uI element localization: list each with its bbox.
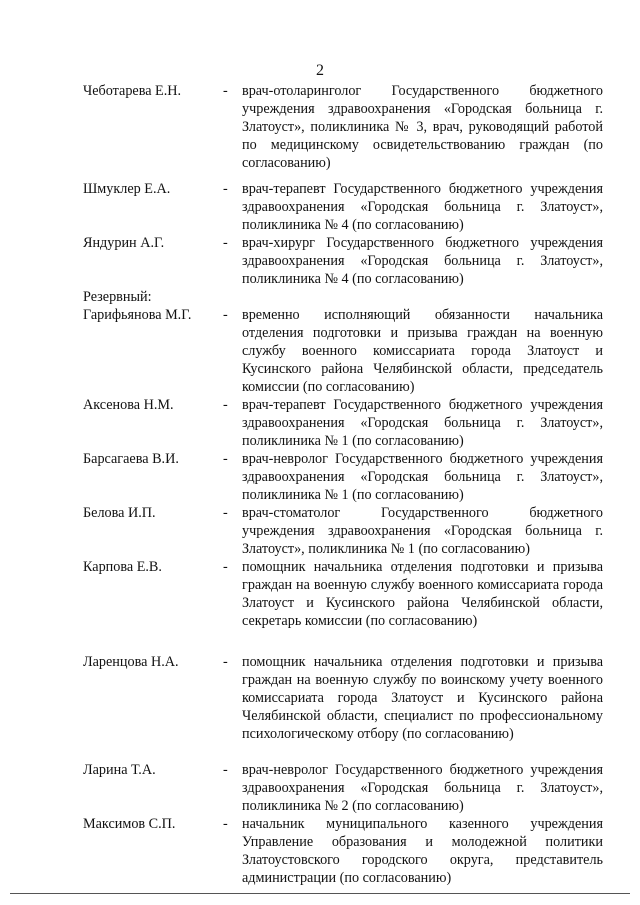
member-name: Яндурин А.Г.	[83, 235, 165, 251]
member-dash: -	[223, 307, 228, 323]
page-number: 2	[316, 62, 324, 79]
member-dash: -	[223, 816, 228, 832]
member-dash: -	[223, 235, 228, 251]
member-description: помощник начальника отделения подготовки и призыва граждан на военную службу военного комиссариата города Златоуст и Кусинского района Челябинской области, секретарь комиссии (по согласованию)	[242, 559, 603, 629]
member-entry	[83, 504, 603, 558]
member-name: Гарифьянова М.Г.	[83, 307, 192, 323]
member-description: врач-стоматолог Государственного бюджетного учреждения здравоохранения «Городская больница г. Златоуст», поликлиника № 1 (по согласованию)	[242, 505, 603, 557]
member-description: врач-отоларинголог Государственного бюджетного учреждения здравоохранения «Городская больница г. Златоуст», поликлиника № 3, врач, руководящий работой по медицинскому освидетельствованию граждан (по согласованию)	[242, 83, 603, 171]
member-description: помощник начальника отделения подготовки и призыва граждан на военную службу по воинскому учету военного комиссариата города Златоуст и Кусинского района Челябинской области, специалист по профессиональному психологическому отбору (по согласованию)	[242, 654, 603, 742]
member-name: Ларенцова Н.А.	[83, 654, 179, 670]
member-description: начальник муниципального казенного учреждения Управление образования и молодежной политики Златоустовского городского округа, представитель администрации (по согласованию)	[242, 816, 603, 886]
member-entry	[83, 180, 603, 234]
member-name: Чеботарева Е.Н.	[83, 83, 182, 99]
member-entry	[83, 761, 603, 815]
member-entry	[83, 306, 603, 396]
member-entry	[83, 558, 603, 653]
member-description: временно исполняющий обязанности начальника отделения подготовки и призыва граждан на военную службу военного комиссариата города Златоуст и Кусинского района Челябинской области, председатель комиссии (по согласованию)	[242, 307, 603, 395]
member-dash: -	[223, 762, 228, 778]
member-entry	[83, 815, 603, 891]
member-dash: -	[223, 654, 228, 670]
member-name: Ларина Т.А.	[83, 762, 156, 778]
member-dash: -	[223, 83, 228, 99]
member-name: Карпова Е.В.	[83, 559, 162, 575]
member-roster	[83, 82, 603, 891]
member-description: врач-терапевт Государственного бюджетного учреждения здравоохранения «Городская больница г. Златоуст», поликлиника № 4 (по согласованию)	[242, 181, 603, 233]
page-bottom-rule	[10, 893, 630, 894]
reserve-heading: Резервный:	[83, 289, 152, 305]
member-name: Максимов С.П.	[83, 816, 176, 832]
member-entry	[83, 396, 603, 450]
member-entry	[83, 450, 603, 504]
member-dash: -	[223, 181, 228, 197]
member-dash: -	[223, 397, 228, 413]
member-name: Шмуклер Е.А.	[83, 181, 171, 197]
member-name: Барсагаева В.И.	[83, 451, 179, 467]
member-entry	[83, 82, 603, 180]
member-dash: -	[223, 505, 228, 521]
member-description: врач-хирург Государственного бюджетного учреждения здравоохранения «Городская больница г. Златоуст», поликлиника № 4 (по согласованию)	[242, 235, 603, 287]
member-description: врач-терапевт Государственного бюджетного учреждения здравоохранения «Городская больница г. Златоуст», поликлиника № 1 (по согласованию)	[242, 397, 603, 449]
member-entry	[83, 234, 603, 288]
member-dash: -	[223, 451, 228, 467]
member-name: Белова И.П.	[83, 505, 156, 521]
member-entry	[83, 653, 603, 761]
member-dash: -	[223, 559, 228, 575]
member-description: врач-невролог Государственного бюджетного учреждения здравоохранения «Городская больница г. Златоуст», поликлиника № 2 (по согласованию)	[242, 762, 603, 814]
member-name: Аксенова Н.М.	[83, 397, 174, 413]
member-description: врач-невролог Государственного бюджетного учреждения здравоохранения «Городская больница г. Златоуст», поликлиника № 1 (по согласованию)	[242, 451, 603, 503]
